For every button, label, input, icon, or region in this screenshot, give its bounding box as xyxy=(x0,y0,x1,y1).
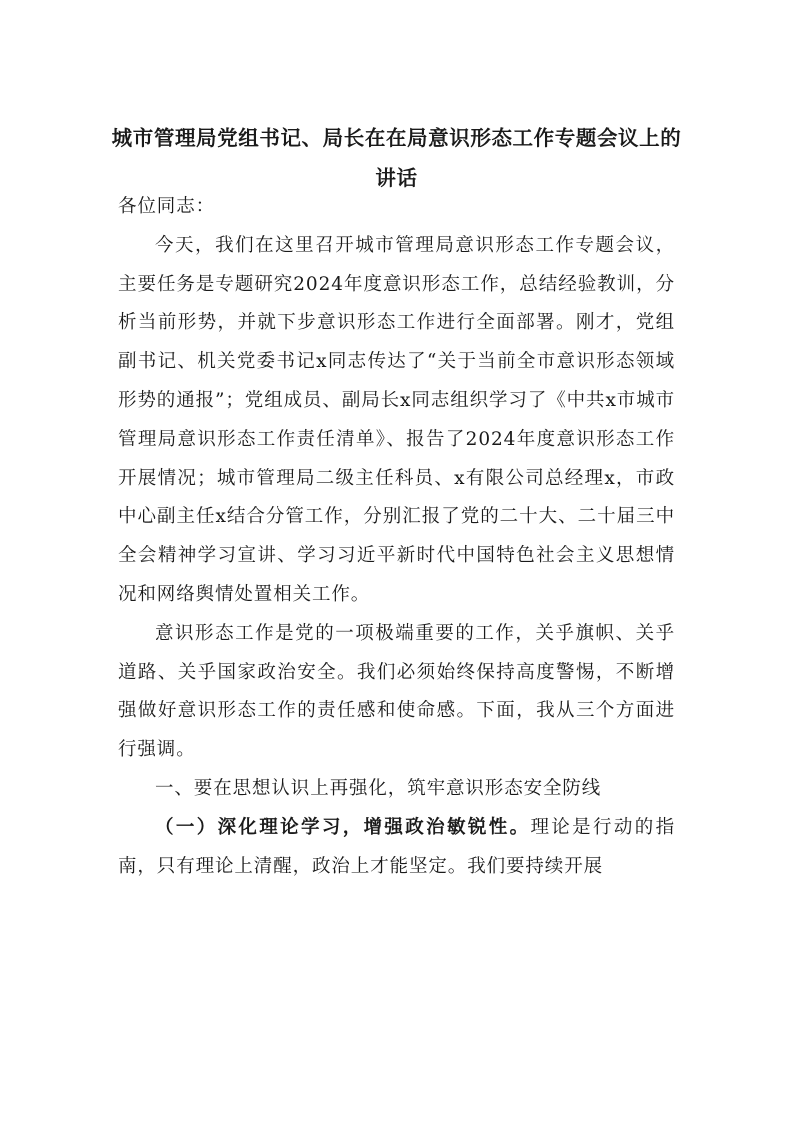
salutation: 各位同志： xyxy=(118,196,216,217)
paragraph-importance: 意识形态工作是党的一项极端重要的工作，关乎旗帜、关乎道路、关乎国家政治安全。我们必须始终保持高度警惕，不断增强做好意识形态工作的责任感和使命感。下面，我从三个方面进行强调。 xyxy=(118,622,675,761)
paragraph-section-1-1 xyxy=(118,809,675,887)
paragraph-section-1-1-text: 理论是行动的指南，只有理论上清醒，政治上才能坚定。我们要持续开展 xyxy=(118,816,675,877)
paragraph-opening: 今天，我们在这里召开城市管理局意识形态工作专题会议，主要任务是专题研究2024年度意识形态工作，总结经验教训，分析当前形势，并就下步意识形态工作进行全面部署。刚才，党组副书记、机关党委书记x同志传达了“关于当前全市意识形态领域形势的通报”；党组成员、副局长x同志组织学习了《中共x市城市管理局意识形态工作责任清单》、报告了2024年度意识形态工作开展情况；城市管理局二级主任科员、x有限公司总经理x，市政中心副主任x结合分管工作，分别汇报了党的二十大、二十届三中全会精神学习宣讲、学习习近平新时代中国特色社会主义思想情况和网络舆情处置相关工作。 xyxy=(118,234,675,605)
subheading-1-1: （一）深化理论学习，增强政治敏锐性。 xyxy=(155,816,531,838)
section-heading-1: 一、要在思想认识上再强化，筑牢意识形态安全防线 xyxy=(155,777,602,799)
document-title: 城市管理局党组书记、局长在在局意识形态工作专题会议上的讲话 xyxy=(111,126,682,190)
document-body xyxy=(118,188,675,886)
